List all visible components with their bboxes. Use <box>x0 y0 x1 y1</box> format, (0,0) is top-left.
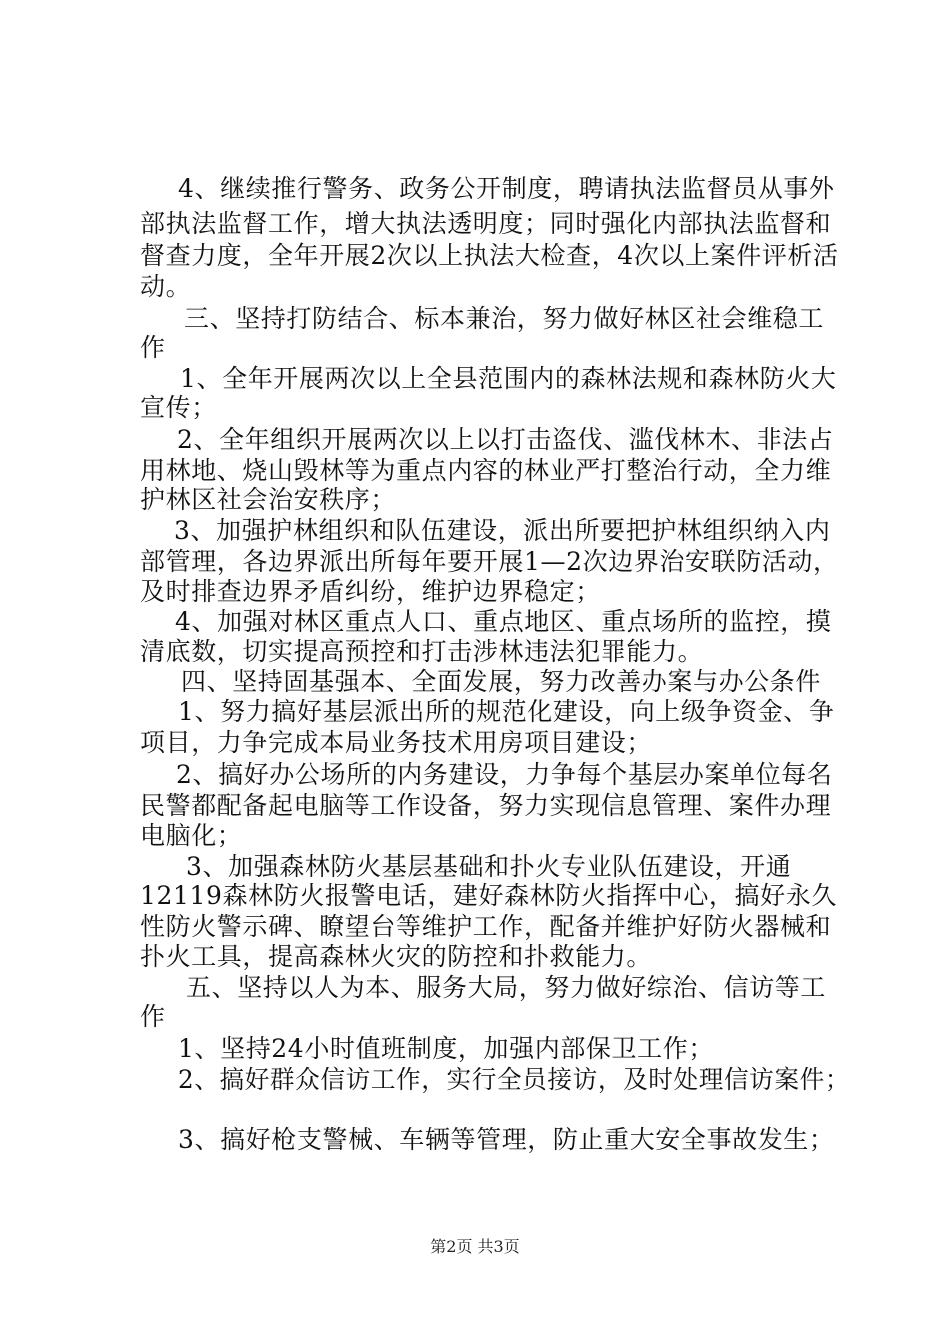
section-heading-continuation: 作 <box>140 333 166 362</box>
text-line: 2、全年组织开展两次以上以打击盗伐、滥伐林木、非法占 <box>177 425 834 454</box>
text-line: 清底数，切实提高预控和打击涉林违法犯罪能力。 <box>140 637 704 666</box>
text-line: 扑火工具，提高森林火灾的防控和扑救能力。 <box>140 942 653 971</box>
text-line: 4、继续推行警务、政务公开制度，聘请执法监督员从事外 <box>178 174 835 203</box>
text-line: 1、努力搞好基层派出所的规范化建设，向上级争资金、争 <box>178 697 835 726</box>
text-line: 民警都配备起电脑等工作设备，努力实现信息管理、案件办理 <box>140 791 832 820</box>
text-line: 宣传； <box>140 393 217 422</box>
text-line: 1、坚持24小时值班制度，加强内部保卫工作； <box>178 1034 714 1063</box>
text-line: 2、搞好群众信访工作，实行全员接访，及时处理信访案件； <box>178 1065 851 1094</box>
section-heading: 三、坚持打防结合、标本兼治，努力做好林区社会维稳工 <box>184 304 825 333</box>
section-heading-continuation: 作 <box>140 1002 166 1031</box>
text-line: 12119森林防火报警电话，建好森林防火指挥中心，搞好永久 <box>140 881 837 910</box>
section-heading: 五、坚持以人为本、服务大局，努力做好综治、信访等工 <box>186 973 827 1002</box>
text-line: 督查力度，全年开展2次以上执法大检查，4次以上案件评析活 <box>140 241 839 270</box>
text-line: 用林地、烧山毁林等为重点内容的林业严打整治行动，全力维 <box>140 456 832 485</box>
text-line: 3、加强森林防火基层基础和扑火专业队伍建设，开通 <box>186 852 792 881</box>
text-line: 性防火警示碑、瞭望台等维护工作，配备并维护好防火器械和 <box>140 912 832 941</box>
text-line: 1、全年开展两次以上全县范围内的森林法规和森林防火大 <box>180 364 837 393</box>
text-line: 2、搞好办公场所的内务建设，力争每个基层办案单位每名 <box>176 760 833 789</box>
text-line: 电脑化； <box>140 821 243 850</box>
section-heading: 四、坚持固基强本、全面发展，努力改善办案与办公条件 <box>181 667 822 696</box>
text-line: 部管理，各边界派出所每年要开展1—2次边界治安联防活动， <box>140 547 839 576</box>
text-line: 动。 <box>140 272 192 301</box>
text-line: 项目，力争完成本局业务技术用房项目建设； <box>140 728 653 757</box>
text-line: 3、加强护林组织和队伍建设，派出所要把护林组织纳入内 <box>174 516 831 545</box>
text-line: 部执法监督工作，增大执法透明度；同时强化内部执法监督和 <box>140 209 832 238</box>
text-line: 4、加强对林区重点人口、重点地区、重点场所的监控，摸 <box>175 607 832 636</box>
text-line: 3、搞好枪支警械、车辆等管理，防止重大安全事故发生； <box>178 1125 835 1154</box>
text-line: 及时排查边界矛盾纠纷，维护边界稳定； <box>140 577 601 606</box>
text-line: 护林区社会治安秩序； <box>140 485 397 514</box>
page-number-footer: 第2页 共3页 <box>430 1237 520 1256</box>
